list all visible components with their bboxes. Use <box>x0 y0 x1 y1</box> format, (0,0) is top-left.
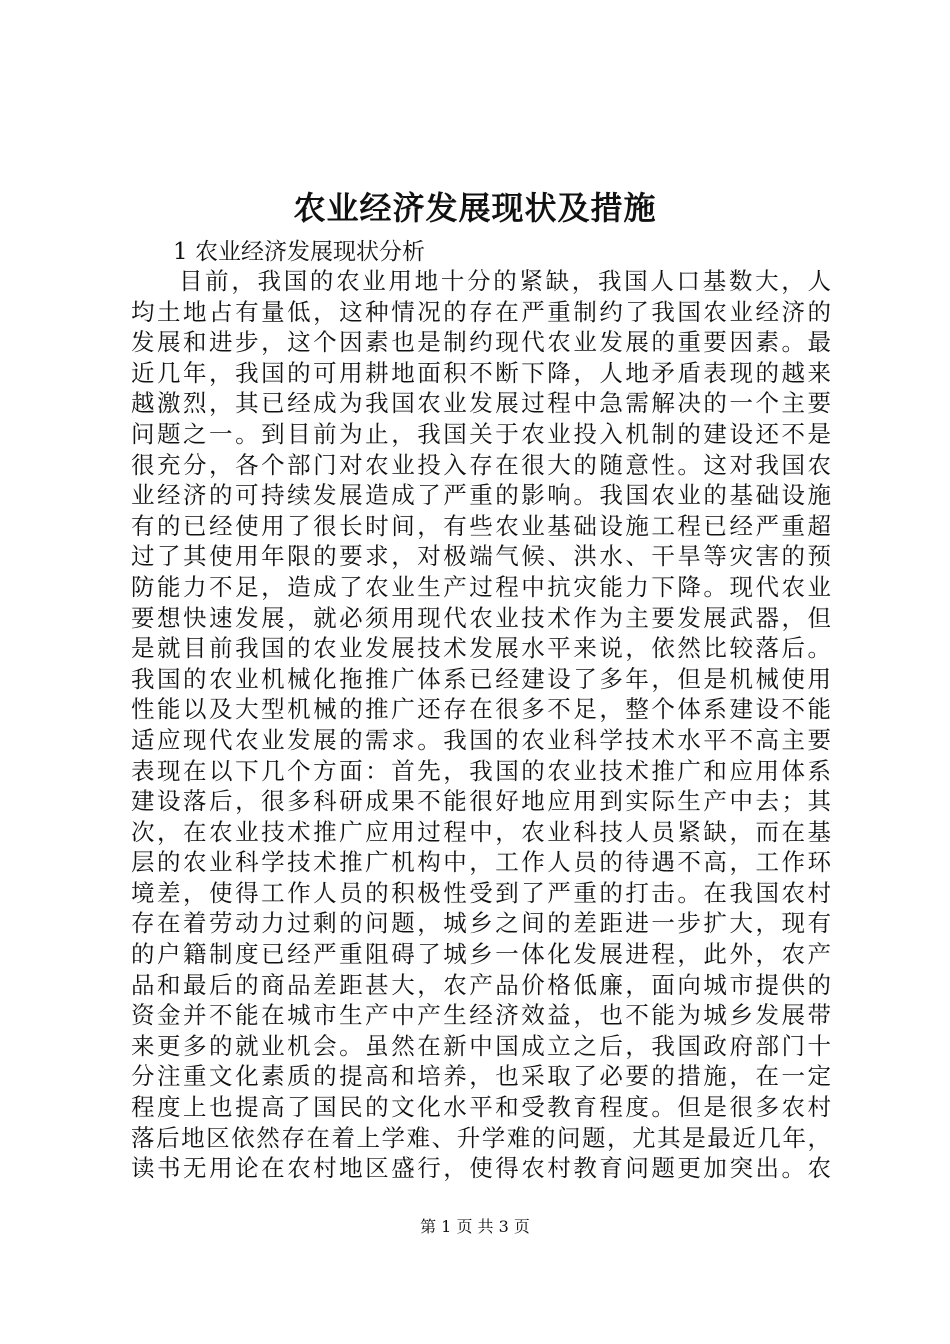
paragraph-line: 均土地占有量低，这种情况的存在严重制约了我国农业经济的 <box>131 297 831 326</box>
paragraph-line: 有的已经使用了很长时间，有些农业基础设施工程已经严重超 <box>131 511 831 540</box>
section-heading: 1 农业经济发展现状分析 <box>173 239 425 265</box>
paragraph-line: 要想快速发展，就必须用现代农业技术作为主要发展武器，但 <box>131 603 831 632</box>
paragraph-line: 防能力不足，造成了农业生产过程中抗灾能力下降。现代农业 <box>131 572 831 601</box>
paragraph-line: 问题之一。到目前为止，我国关于农业投入机制的建设还不是 <box>131 419 831 448</box>
paragraph-line: 越激烈，其已经成为我国农业发展过程中急需解决的一个主要 <box>131 389 831 418</box>
paragraph-line: 我国的农业机械化拖推广体系已经建设了多年，但是机械使用 <box>131 664 831 693</box>
paragraph-line: 次，在农业技术推广应用过程中，农业科技人员紧缺，而在基 <box>131 817 831 846</box>
paragraph-line: 境差，使得工作人员的积极性受到了严重的打击。在我国农村 <box>131 878 831 907</box>
paragraph-line: 落后地区依然存在着上学难、升学难的问题，尤其是最近几年， <box>131 1123 831 1152</box>
paragraph-line: 程度上也提高了国民的文化水平和受教育程度。但是很多农村 <box>131 1093 831 1122</box>
paragraph-line: 品和最后的商品差距甚大，农产品价格低廉，面向城市提供的 <box>131 970 831 999</box>
paragraph-line: 读书无用论在农村地区盛行，使得农村教育问题更加突出。农 <box>131 1154 831 1183</box>
paragraph-line: 近几年，我国的可用耕地面积不断下降，人地矛盾表现的越来 <box>131 358 831 387</box>
paragraph-line: 发展和进步，这个因素也是制约现代农业发展的重要因素。最 <box>131 328 831 357</box>
paragraph-line: 很充分，各个部门对农业投入存在很大的随意性。这对我国农 <box>131 450 831 479</box>
page-number-footer: 第 1 页 共 3 页 <box>420 1217 530 1236</box>
body-paragraph <box>131 266 831 1184</box>
paragraph-line: 存在着劳动力过剩的问题，城乡之间的差距进一步扩大，现有 <box>131 909 831 938</box>
paragraph-line: 目前，我国的农业用地十分的紧缺，我国人口基数大，人 <box>179 267 831 295</box>
paragraph-line: 业经济的可持续发展造成了严重的影响。我国农业的基础设施 <box>131 481 831 510</box>
paragraph-line: 是就目前我国的农业发展技术发展水平来说，依然比较落后。 <box>131 634 831 663</box>
paragraph-line: 表现在以下几个方面：首先，我国的农业技术推广和应用体系 <box>131 756 831 785</box>
paragraph-line: 资金并不能在城市生产中产生经济效益，也不能为城乡发展带 <box>131 1001 831 1030</box>
paragraph-line: 层的农业科学技术推广机构中，工作人员的待遇不高，工作环 <box>131 848 831 877</box>
paragraph-line: 适应现代农业发展的需求。我国的农业科学技术水平不高主要 <box>131 725 831 754</box>
document-title: 农业经济发展现状及措施 <box>293 189 657 227</box>
paragraph-line: 建设落后，很多科研成果不能很好地应用到实际生产中去；其 <box>131 787 831 816</box>
paragraph-line: 的户籍制度已经严重阻碍了城乡一体化发展进程，此外，农产 <box>131 940 831 969</box>
paragraph-line: 过了其使用年限的要求，对极端气候、洪水、干旱等灾害的预 <box>131 542 831 571</box>
paragraph-line: 性能以及大型机械的推广还存在很多不足，整个体系建设不能 <box>131 695 831 724</box>
paragraph-line: 来更多的就业机会。虽然在新中国成立之后，我国政府部门十 <box>131 1031 831 1060</box>
paragraph-line: 分注重文化素质的提高和培养，也采取了必要的措施，在一定 <box>131 1062 831 1091</box>
